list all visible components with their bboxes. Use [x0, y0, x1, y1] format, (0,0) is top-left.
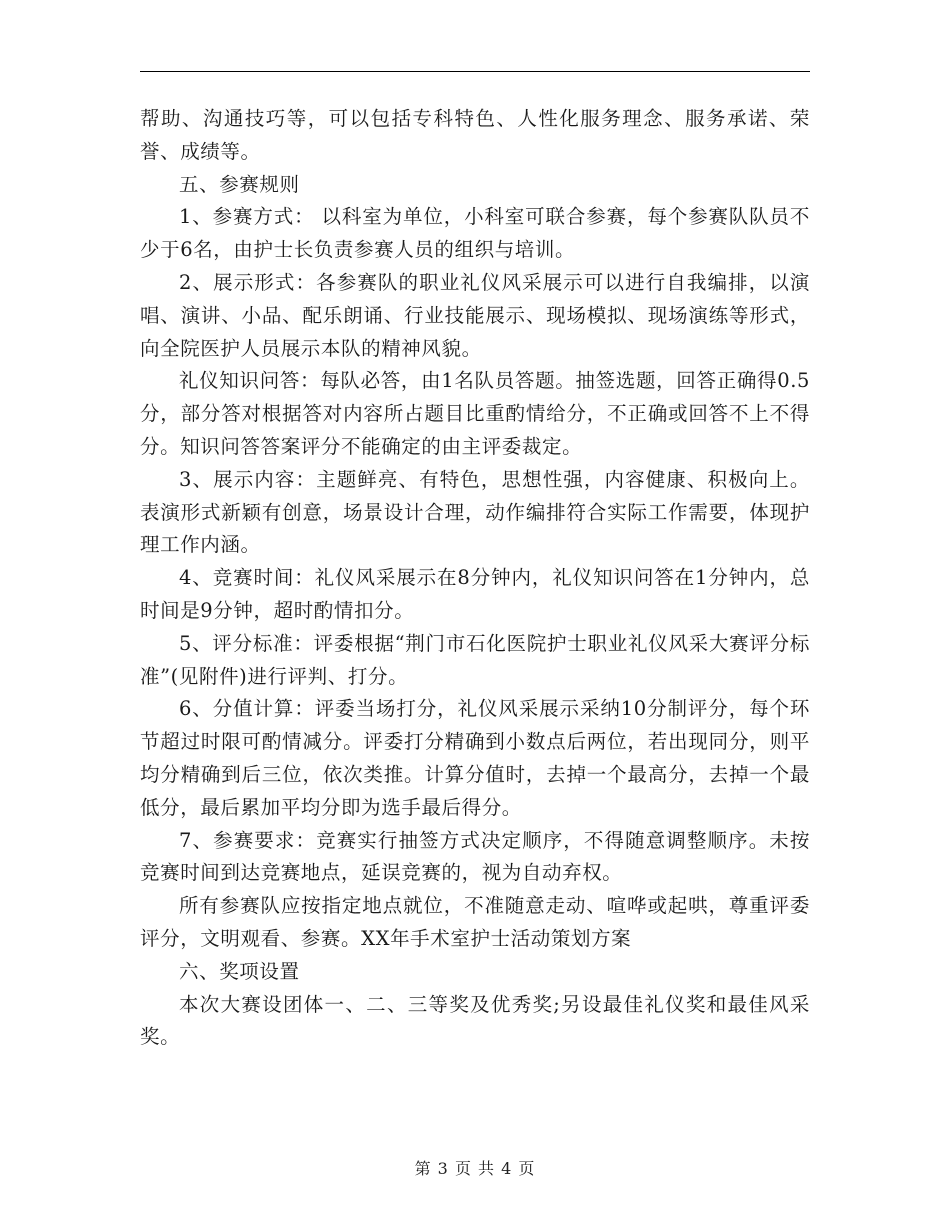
rule-display-form: 2、展示形式：各参赛队的职业礼仪风采展示可以进行自我编排，以演唱、演讲、小品、配乐朗诵、行业技能展示、现场模拟、现场演练等形式，向全院医护人员展示本队的精神风貌。 — [140, 270, 810, 360]
header-rule — [140, 71, 810, 72]
rule-etiquette-quiz: 礼仪知识问答：每队必答，由1名队员答题。抽签选题，回答正确得0.5分，部分答对根据答对内容所占题目比重酌情给分，不正确或回答不上不得分。知识问答答案评分不能确定的由主评委裁定。 — [140, 369, 810, 458]
paragraph-conduct: 所有参赛队应按指定地点就位，不准随意走动、喧哗或起哄，尊重评委评分，文明观看、参赛。XX年手术室护士活动策划方案 — [140, 894, 810, 950]
section-heading-awards: 六、奖项设置 — [179, 959, 300, 983]
page-footer — [0, 1156, 950, 1179]
paragraph-awards: 本次大赛设团体一、二、三等奖及优秀奖;另设最佳礼仪奖和最佳风采奖。 — [140, 992, 810, 1049]
section-heading-rules: 五、参赛规则 — [179, 172, 300, 196]
rule-score-calculation: 6、分值计算：评委当场打分，礼仪风采展示采纳10分制评分，每个环节超过时限可酌情减分。评委打分精确到小数点后两位，若出现同分，则平均分精确到后三位，依次类推。计算分值时，去掉一个最高分，去掉一个最低分，最后累加平均分即为选手最后得分。 — [140, 697, 810, 819]
rule-display-content: 3、展示内容：主题鲜亮、有特色，思想性强，内容健康、积极向上。表演形式新颖有创意，场景设计合理，动作编排符合实际工作需要，体现护理工作内涵。 — [140, 467, 810, 557]
page-number-label: 第 3 页 共 4 页 — [414, 1159, 536, 1178]
document-body — [140, 103, 810, 1054]
rule-participation-method: 1、参赛方式： 以科室为单位，小科室可联合参赛，每个参赛队队员不少于6名，由护士长负责参赛人员的组织与培训。 — [140, 205, 810, 262]
rule-scoring-standard: 5、评分标准：评委根据“荆门市石化医院护士职业礼仪风采大赛评分标准”(见附件)进行评判、打分。 — [140, 631, 810, 688]
rule-participation-requirements: 7、参赛要求：竞赛实行抽签方式决定顺序，不得随意调整顺序。未按竞赛时间到达竞赛地点，延误竞赛的，视为自动弃权。 — [140, 828, 810, 885]
rule-competition-time: 4、竞赛时间：礼仪风采展示在8分钟内，礼仪知识问答在1分钟内，总时间是9分钟，超时酌情扣分。 — [140, 566, 810, 622]
paragraph-continuation: 帮助、沟通技巧等，可以包括专科特色、人性化服务理念、服务承诺、荣誉、成绩等。 — [140, 107, 810, 163]
